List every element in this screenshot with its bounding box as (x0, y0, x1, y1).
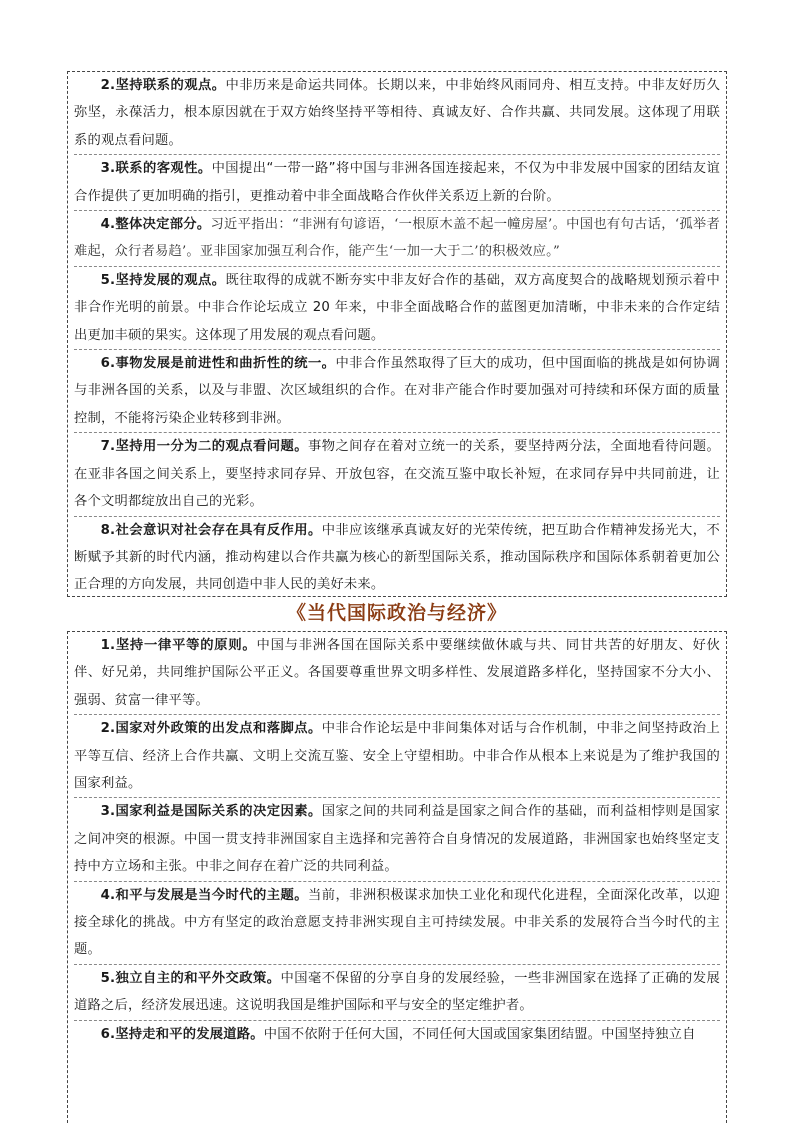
point-text: 国家之间的共同利益是国家之间合作的基础，而利益相悖则是国家之间冲突的根源。中国一贯支持非洲国家自主选择和完善符合自身情况的发展道路，非洲国家也始终坚定支持中方立场和主张。中非之间存在着广泛的共同利益。 (74, 804, 720, 875)
point-item (74, 432, 720, 515)
point-lead: 4.整体决定部分。 (100, 217, 211, 233)
point-lead: 6.坚持走和平的发展道路。 (100, 1026, 264, 1042)
point-lead: 5.独立自主的和平外交政策。 (100, 970, 281, 986)
section-title: 《当代国际政治与经济》 (286, 602, 507, 624)
point-item (74, 516, 720, 599)
point-text: 习近平指出：“非洲有句谚语，‘一根原木盖不起一幢房屋’。中国也有句古话，‘孤举者难起，众行者易趋’。亚非国家加强互利合作，能产生‘一加一大于二’的积极效应。” (74, 217, 720, 260)
point-text: 中非应该继承真诚友好的光荣传统，把互助合作精神发扬光大，不断赋予其新的时代内涵，推动构建以合作共赢为核心的新型国际关系，推动国际秩序和国际体系朝着更加公正合理的方向发展，共同创造中非人民的美好未来。 (74, 522, 720, 593)
point-item (74, 714, 720, 797)
point-item (74, 266, 720, 349)
point-text: 中国与非洲各国在国际关系中要继续做休戚与共、同甘共苦的好朋友、好伙伴、好兄弟，共同维护国际公平正义。各国要尊重世界文明多样性、发展道路多样化，坚持国家不分大小、强弱、贫富一律平等。 (74, 638, 721, 708)
point-item (74, 1020, 720, 1048)
point-item (74, 349, 720, 432)
point-lead: 4.和平与发展是当今时代的主题。 (100, 887, 308, 903)
point-text: 中国毫不保留的分享自身的发展经验，一些非洲国家在选择了正确的发展道路之后，经济发展迅速。这说明我国是维护国际和平与安全的坚定维护者。 (74, 970, 720, 1014)
point-text: 中非合作论坛是中非间集体对话与合作机制，中非之间坚持政治上平等互信、经济上合作共赢、文明上交流互鉴、安全上守望相助。中非合作从根本上来说是为了维护我国的国家利益。 (74, 721, 720, 792)
point-lead: 5.坚持发展的观点。 (100, 272, 226, 288)
point-text: 中非合作虽然取得了巨大的成功，但中国面临的挑战是如何协调与非洲各国的关系，以及与非盟、次区域组织的合作。在对非产能合作时要加强对可持续和环保方面的质量控制，不能将污染企业转移到非洲。 (74, 356, 720, 426)
point-text: 既往取得的成就不断夯实中非友好合作的基础，双方高度契合的战略规划预示着中非合作光明的前景。中非合作论坛成立 20 年来，中非全面战略合作的蓝图更加清晰，中非未来的合作定结出更加丰硕的果实。这体现了用发展的观点看问题。 (74, 272, 720, 343)
point-lead: 1.坚持一律平等的原则。 (100, 638, 257, 653)
point-lead: 2.国家对外政策的出发点和落脚点。 (100, 721, 322, 737)
point-text: 事物之间存在着对立统一的关系，要坚持两分法，全面地看待问题。在亚非各国之间关系上，要坚持求同存异、开放包容，在交流互鉴中取长补短，在求同存异中共同前进，让各个文明都绽放出自己的光彩。 (74, 439, 720, 510)
section-1-box (67, 71, 727, 597)
point-lead: 7.坚持用一分为二的观点看问题。 (100, 439, 308, 455)
section-2-box (67, 631, 727, 1123)
point-lead: 2.坚持联系的观点。 (100, 78, 226, 93)
point-item (74, 964, 720, 1020)
point-lead: 3.国家利益是国际关系的决定因素。 (100, 804, 322, 820)
point-text: 中国不依附于任何大国，不同任何大国或国家集团结盟。中国坚持独立自 (263, 1026, 696, 1042)
point-item (74, 797, 720, 880)
point-text: 中非历来是命运共同体。长期以来，中非始终风雨同舟、相互支持。中非友好历久弥坚，永葆活力，根本原因就在于双方始终坚持平等相待、真诚友好、合作共赢、共同发展。这体现了用联系的观点看问题。 (74, 78, 720, 148)
point-lead: 3.联系的客观性。 (100, 161, 212, 177)
point-item (74, 154, 720, 210)
point-item (74, 632, 720, 714)
point-lead: 6.事物发展是前进性和曲折性的统一。 (100, 356, 336, 372)
point-item (74, 881, 720, 964)
point-text: 中国提出“一带一路”将中国与非洲各国连接起来，不仅为中非发展中国家的团结友谊合作提供了更加明确的指引，更推动着中非全面战略合作伙伴关系迈上新的台阶。 (74, 161, 720, 204)
point-item (74, 210, 720, 266)
point-item (74, 72, 720, 154)
point-lead: 8.社会意识对社会存在具有反作用。 (100, 522, 322, 538)
point-text: 当前，非洲积极谋求加快工业化和现代化进程，全面深化改革，以迎接全球化的挑战。中方有坚定的政治意愿支持非洲实现自主可持续发展。中非关系的发展符合当今时代的主题。 (74, 887, 720, 958)
